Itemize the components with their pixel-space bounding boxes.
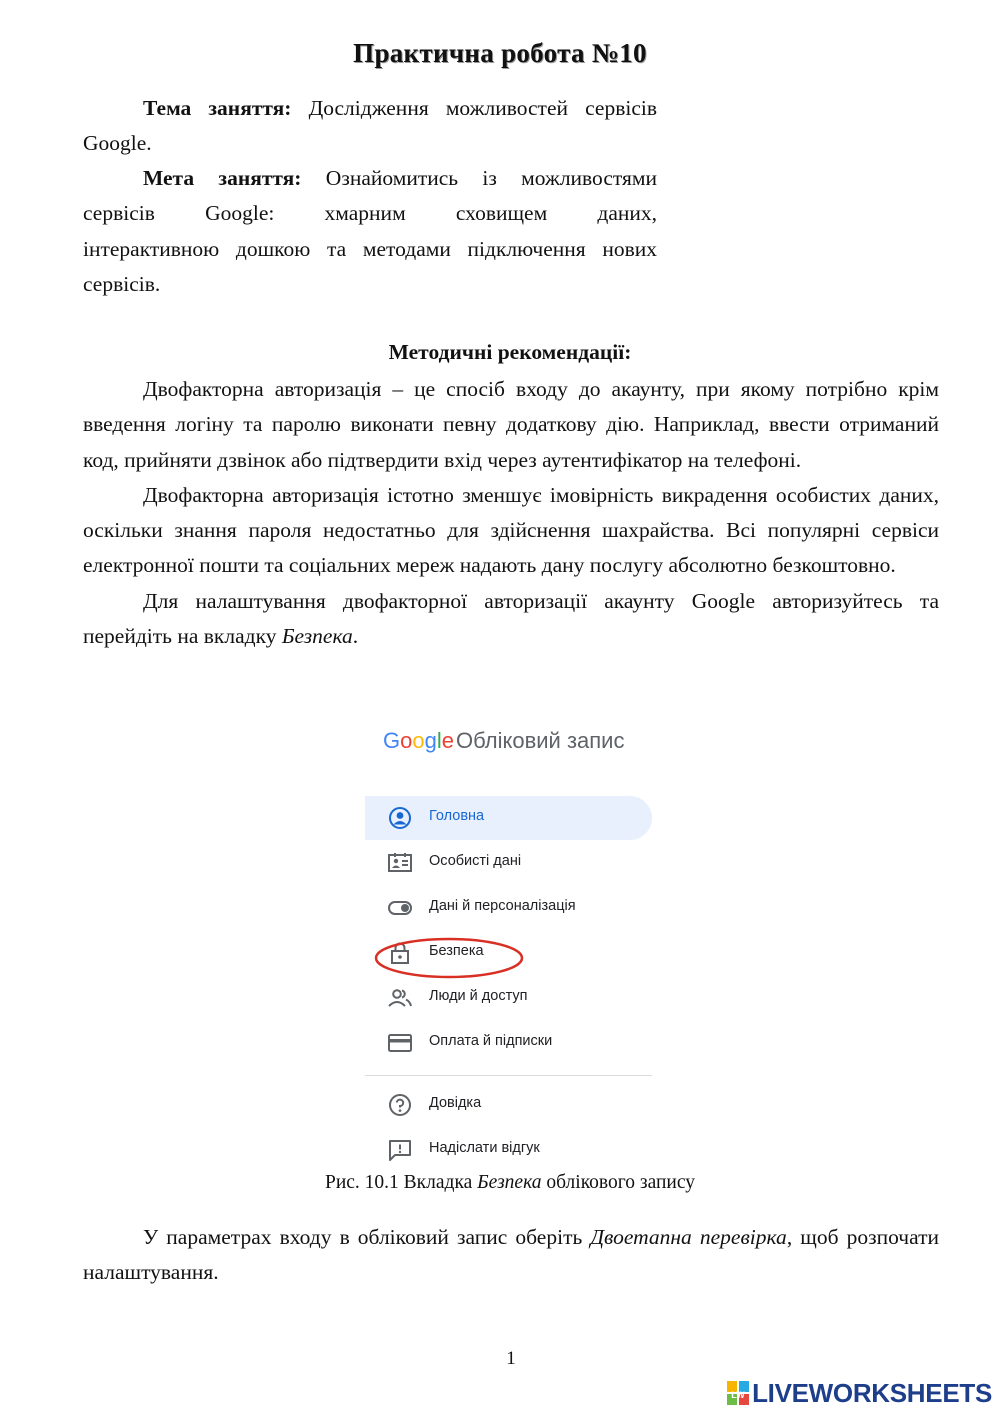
liveworksheets-badge-icon	[727, 1381, 749, 1405]
after-figure-text	[83, 1220, 939, 1291]
page-title: Практична робота №10	[353, 38, 647, 68]
paragraph-two-factor-benefits: Двофакторна авторизація істотно зменшує імовірність викрадення особистих даних, оскільки знання пароля недостатньо для здійснення шахрайства. Всі популярні сервіси електронної пошти та соціальних мереж надають дану послугу абсолютно безкоштовно.	[83, 482, 939, 578]
topic-paragraph	[83, 91, 657, 162]
topic-label: Тема заняття:	[143, 96, 292, 120]
menu-item-payments[interactable]	[365, 1021, 652, 1065]
id-card-icon	[387, 851, 413, 875]
methods-heading: Методичні рекомендації:	[388, 340, 632, 364]
menu-label-home: Головна	[429, 808, 485, 824]
menu-divider	[365, 1075, 652, 1076]
aim-label: Мета заняття:	[143, 166, 302, 190]
svg-text:LW: LW	[731, 1390, 745, 1400]
aim-paragraph	[83, 161, 657, 302]
menu-item-feedback[interactable]	[365, 1128, 652, 1172]
menu-label-help: Довідка	[429, 1095, 482, 1111]
help-icon	[387, 1093, 413, 1117]
menu-item-data-personalization[interactable]	[365, 886, 652, 930]
menu-label-payments: Оплата й підписки	[429, 1033, 553, 1049]
caption-italic: Безпека	[477, 1172, 542, 1193]
security-tab-reference: Безпека	[281, 624, 353, 649]
paragraph-two-step-verification: У параметрах входу в обліковий запис оберіть Двоетапна перевірка, щоб розпочати налаштування.	[83, 1225, 939, 1285]
menu-label-security: Безпека	[429, 943, 484, 959]
figure-caption: Рис. 10.1 Вкладка Безпека облікового запису	[324, 1172, 696, 1193]
menu-item-people-sharing[interactable]	[365, 976, 652, 1020]
account-label: Обліковий запис	[456, 728, 625, 753]
account-circle-icon	[387, 806, 413, 830]
aim-text-1: Ознайомитись із можливостями сервісів Google: хмарним сховищем даних,	[83, 166, 658, 226]
menu-label-data-personalization: Дані й персоналізація	[429, 898, 576, 914]
topic-text: Дослідження можливостей сервісів Google.	[83, 96, 657, 156]
google-logo: Google	[383, 728, 455, 753]
menu-item-personal-info[interactable]	[365, 841, 652, 885]
menu-item-help[interactable]	[365, 1083, 652, 1127]
menu-label-personal-info: Особисті дані	[429, 853, 522, 869]
feedback-icon	[387, 1138, 413, 1162]
menu-item-home[interactable]	[365, 796, 652, 840]
liveworksheets-text: LIVEWORKSHEETS	[752, 1377, 992, 1408]
google-account-header	[383, 728, 624, 758]
two-step-verification-reference: Двоетапна перевірка	[590, 1225, 787, 1249]
menu-label-feedback: Надіслати відгук	[429, 1140, 540, 1156]
credit-card-icon	[387, 1031, 413, 1055]
paragraph-setup-instructions: Для налаштування двофакторної авторизації акаунту Google авторизуйтесь та перейдіть на вкладку Безпека.	[83, 588, 939, 649]
paragraph-two-factor-definition: Двофакторна авторизація – це спосіб входу до акаунту, при якому потрібно крім введення логіну та паролю виконати певну додаткову дію. Наприклад, ввести отриманий код, прийняти дзвінок або підтвердити вхід через аутентифікатор на телефоні.	[83, 377, 939, 472]
google-account-screenshot	[360, 725, 660, 1170]
security-highlight-ellipse	[373, 935, 525, 981]
toggle-icon	[387, 896, 413, 920]
people-icon	[387, 986, 413, 1010]
liveworksheets-watermark	[727, 1378, 992, 1408]
menu-label-people-sharing: Люди й доступ	[429, 988, 528, 1004]
page-number: 1	[506, 1348, 516, 1369]
main-text	[83, 372, 939, 654]
aim-text-2: інтерактивною дошкою та методами підключення нових сервісів.	[83, 236, 657, 296]
